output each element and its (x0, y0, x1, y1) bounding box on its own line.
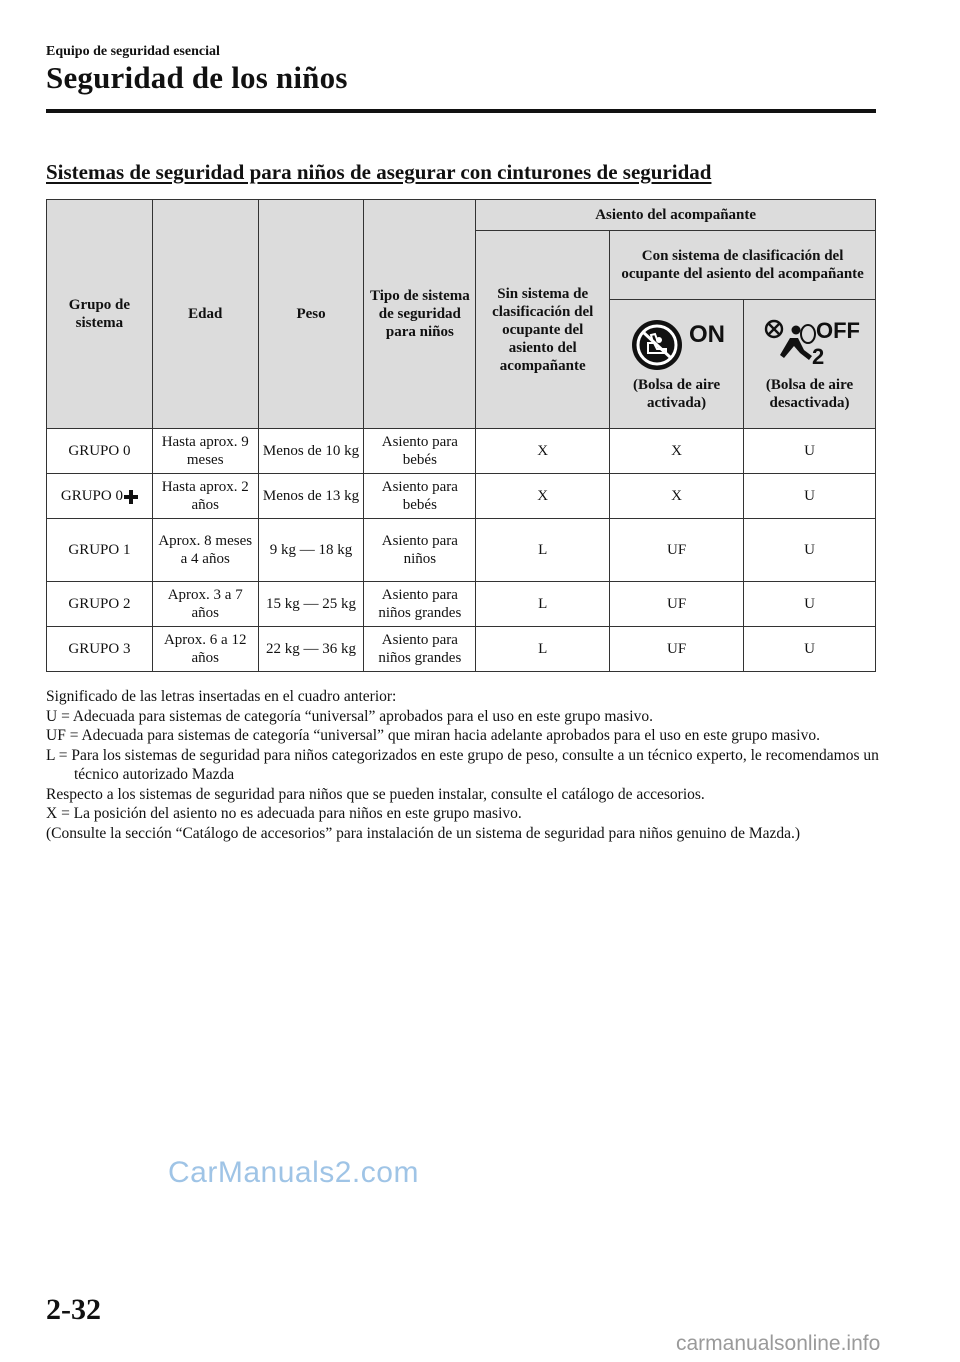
cell-type: Asiento para niños grandes (364, 627, 476, 672)
title-divider (46, 109, 876, 113)
cell-group (47, 474, 153, 519)
cell-airbag-on: UF (610, 582, 744, 627)
table-row (47, 582, 876, 627)
cell-airbag-on: UF (610, 519, 744, 582)
cell-airbag-off: U (744, 627, 876, 672)
header-airbag-off (744, 300, 876, 429)
note-catalog: (Consulte la sección “Catálogo de accesorios” para instalación de un sistema de seguridad para niños genuino de Mazda.) (46, 824, 801, 842)
cell-age: Aprox. 3 a 7 años (152, 582, 258, 627)
cell-without-system: L (476, 582, 610, 627)
header-passenger-seat: Asiento del acompañante (476, 200, 876, 231)
page-title: Seguridad de los niños (46, 60, 348, 95)
header-without-classification: Sin sistema de clasificación del ocupante del asiento del acompañante (476, 231, 610, 429)
airbag-on-label: (Bolsa de aire activada) (632, 377, 721, 411)
footer-site-watermark: carmanualsonline.info (676, 1332, 881, 1355)
table-row (47, 474, 876, 519)
header-restraint-type: Tipo de sistema de seguridad para niños (364, 200, 476, 429)
header-airbag-on (610, 300, 744, 429)
cell-airbag-on: X (610, 429, 744, 474)
note-x: X = La posición del asiento no es adecuada para niños en este grupo masivo. (46, 805, 522, 822)
legend-notes (46, 687, 886, 843)
header-with-classification: Con sistema de clasificación del ocupante del asiento del acompañante (610, 231, 876, 300)
cell-without-system: L (476, 627, 610, 672)
svg-text:2: 2 (811, 344, 824, 369)
cell-weight: 9 kg — 18 kg (258, 519, 364, 582)
airbag-off-label: (Bolsa de aire desactivada) (765, 377, 854, 411)
cell-type: Asiento para niños (364, 519, 476, 582)
airbag-off-indicator-icon (760, 316, 860, 372)
cell-age: Hasta aprox. 2 años (152, 474, 258, 519)
cell-without-system: X (476, 474, 610, 519)
cell-weight: 22 kg — 36 kg (258, 627, 364, 672)
cell-group: GRUPO 0 (47, 429, 153, 474)
cell-group: GRUPO 3 (47, 627, 153, 672)
note-uf: UF = Adecuada para sistemas de categoría “universal” que miran hacia adelante aprobados para el uso en este grupo masivo. (46, 727, 820, 744)
notes-intro: Significado de las letras insertadas en el cuadro anterior: (46, 688, 397, 705)
airbag-on-indicator-icon (629, 316, 725, 372)
child-seat-table (46, 199, 876, 672)
cell-airbag-off: U (744, 582, 876, 627)
cell-weight: Menos de 13 kg (258, 474, 364, 519)
section-label: Equipo de seguridad esencial (46, 44, 220, 59)
table-row (47, 627, 876, 672)
cell-airbag-off: U (744, 474, 876, 519)
cell-without-system: L (476, 519, 610, 582)
cell-airbag-on: X (610, 474, 744, 519)
cell-type: Asiento para bebés (364, 474, 476, 519)
table-row (47, 519, 876, 582)
cell-airbag-on: UF (610, 627, 744, 672)
note-l: L = Para los sistemas de seguridad para niños categorizados en este grupo de peso, consulte a un técnico experto, le recomendamos un técnico autorizado Mazda (46, 746, 879, 783)
plus-icon (124, 490, 138, 504)
cell-group: GRUPO 1 (47, 519, 153, 582)
svg-text:OFF: OFF (815, 318, 860, 343)
cell-age: Aprox. 8 meses a 4 años (152, 519, 258, 582)
note-u: U = Adecuada para sistemas de categoría “universal” aprobados para el uso en este grupo masivo. (46, 707, 653, 725)
table-row (47, 429, 876, 474)
cell-age: Aprox. 6 a 12 años (152, 627, 258, 672)
header-age: Edad (152, 200, 258, 429)
cell-airbag-off: U (744, 429, 876, 474)
cell-group: GRUPO 2 (47, 582, 153, 627)
group-label: GRUPO 0 (60, 488, 123, 504)
cell-weight: 15 kg — 25 kg (258, 582, 364, 627)
header-group: Grupo de sistema (47, 200, 153, 429)
cell-without-system: X (476, 429, 610, 474)
cell-weight: Menos de 10 kg (258, 429, 364, 474)
page-number: 2-32 (46, 1293, 101, 1326)
svg-text:ON: ON (688, 321, 725, 348)
cell-age: Hasta aprox. 9 meses (152, 429, 258, 474)
watermark: CarManuals2.com (168, 1156, 419, 1189)
note-accessories: Respecto a los sistemas de seguridad para niños que se pueden instalar, consulte el catálogo de accesorios. (46, 785, 705, 803)
cell-type: Asiento para niños grandes (364, 582, 476, 627)
cell-type: Asiento para bebés (364, 429, 476, 474)
cell-airbag-off: U (744, 519, 876, 582)
header-weight: Peso (258, 200, 364, 429)
subsection-title: Sistemas de seguridad para niños de asegurar con cinturones de seguridad (46, 160, 712, 184)
